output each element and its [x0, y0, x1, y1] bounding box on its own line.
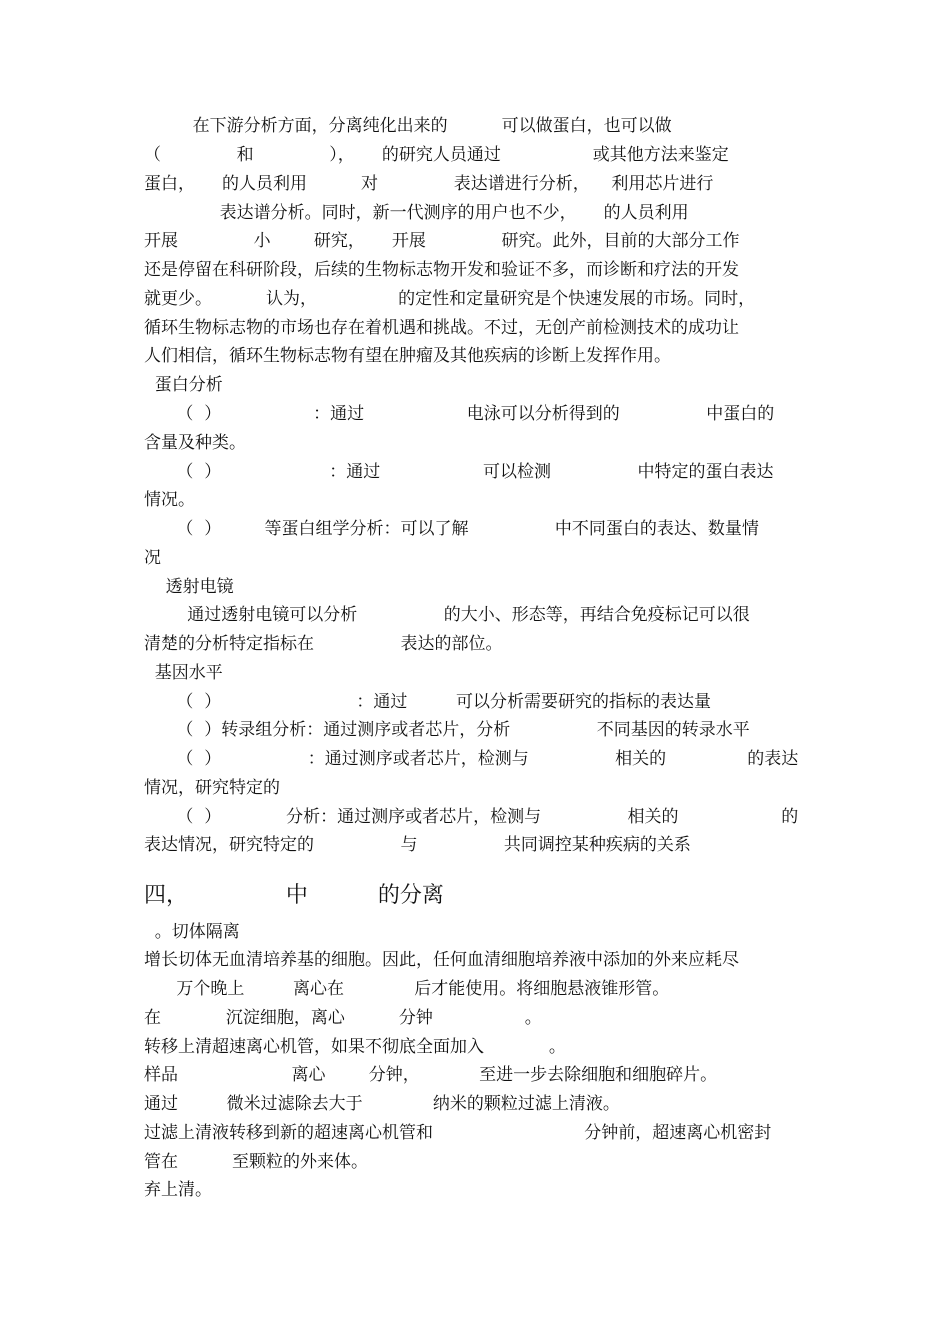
- text-line: 转移上清超速离心机管，如果不彻底全面加入 。: [144, 1037, 566, 1057]
- text-line: 万个晚上 离心在 后才能使用。将细胞悬液锥形管。: [144, 979, 670, 999]
- text-line: （ 和 ）， 的研究人员通过 或其他方法来鉴定: [144, 145, 729, 165]
- text-line: 表达谱分析。同时，新一代测序的用户也不少， 的人员利用: [144, 203, 689, 223]
- text-line: 人们相信，循环生物标志物有望在肿瘤及其他疾病的诊断上发挥作用。: [144, 346, 671, 366]
- text-line: （ ） ：通过测序或者芯片，检测与 相关的 的表达: [144, 749, 799, 769]
- text-line: 情况，研究特定的: [144, 778, 280, 798]
- text-line: 情况。: [144, 490, 195, 510]
- chapter-heading: 四， 中 的分离: [144, 883, 444, 908]
- text-line: 在 沉淀细胞，离心 分钟 。: [144, 1008, 542, 1028]
- text-line: 表达情况，研究特定的 与 共同调控某种疾病的关系: [144, 835, 691, 855]
- text-line: 通过 微米过滤除去大于 纳米的颗粒过滤上清液。: [144, 1094, 620, 1114]
- text-line: 过滤上清液转移到新的超速离心机管和 分钟前，超速离心机密封: [144, 1123, 772, 1143]
- section-heading: 基因水平: [144, 663, 223, 683]
- text-line: 通过透射电镜可以分析 的大小、形态等，再结合免疫标记可以很: [144, 605, 750, 625]
- section-heading: 透射电镜: [144, 577, 234, 597]
- section-heading: 。切体隔离: [144, 922, 240, 942]
- text-line: 管在 至颗粒的外来体。: [144, 1152, 369, 1172]
- text-line: 蛋白， 的人员利用 对 表达谱进行分析， 利用芯片进行: [144, 174, 714, 194]
- text-line: 清楚的分析特定指标在 表达的部位。: [144, 634, 503, 654]
- text-line: （ ） ：通过 可以检测 中特定的蛋白表达: [144, 462, 774, 482]
- text-line: 样品 离心 分钟， 至进一步去除细胞和细胞碎片。: [144, 1065, 718, 1085]
- text-line: 循环生物标志物的市场也存在着机遇和挑战。不过，无创产前检测技术的成功让: [144, 318, 739, 338]
- text-line: 还是停留在科研阶段，后续的生物标志物开发和验证不多，而诊断和疗法的开发: [144, 260, 739, 280]
- text-line: 开展 小 研究， 开展 研究。此外，目前的大部分工作: [144, 231, 740, 251]
- text-line: （ ） 等蛋白组学分析：可以了解 中不同蛋白的表达、数量情: [144, 519, 759, 539]
- text-line: 在下游分析方面，分离纯化出来的 可以做蛋白，也可以做: [144, 116, 672, 136]
- text-line: （ ）转录组分析：通过测序或者芯片，分析 不同基因的转录水平: [144, 720, 750, 740]
- text-line: （ ） 分析：通过测序或者芯片，检测与 相关的 的: [144, 807, 799, 827]
- text-line: 就更少。 认为， 的定性和定量研究是个快速发展的市场。同时，: [144, 289, 756, 309]
- text-line: 含量及种类。: [144, 433, 246, 453]
- section-heading: 蛋白分析: [144, 375, 223, 395]
- text-line: 况: [144, 548, 161, 568]
- text-line: （ ） ：通过 可以分析需要研究的指标的表达量: [144, 692, 711, 712]
- text-line: 增长切体无血清培养基的细胞。因此，任何血清细胞培养液中添加的外来应耗尽: [144, 950, 739, 970]
- text-line: 弃上清。: [144, 1180, 212, 1200]
- text-line: （ ） ：通过 电泳可以分析得到的 中蛋白的: [144, 404, 775, 424]
